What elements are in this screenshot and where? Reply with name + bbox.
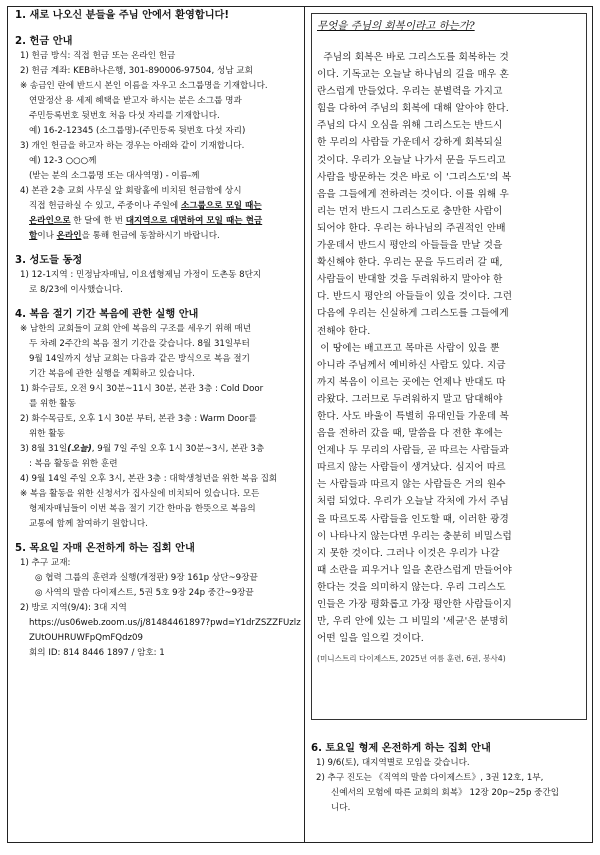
devotion-line: 따르지 않는 사람들이 생겨났다. 심지어 따르 — [317, 462, 506, 474]
gospel-intro: ※ 남한의 교회들이 교회 안에 복음의 구조를 세우기 위해 매년 — [20, 324, 252, 334]
devotion-line: 것이다. 우리가 오늘날 나가서 문을 두드리고 — [317, 154, 506, 166]
section-title: 5. 목요일 자매 온전하게 하는 집회 안내 — [15, 543, 195, 554]
gospel-item: 4) 9월 14일 주일 오후 3시, 본관 3층 : 대학생청년을 위한 복음 집회 — [20, 474, 278, 484]
devotion-line: 주님의 회복은 바로 그리스도를 회복하는 것 — [317, 52, 509, 63]
meeting-progress: 2) 추구 진도는 《직역의 말씀 다이제스트》, 3권 12호, 1부, — [316, 773, 544, 783]
devotion-line: 사람들이 반대할 것을 두려워하지 말아야 한 — [317, 274, 503, 286]
offering-example: (받는 분의 소그룹명 또는 대사역명) - 이름-께 — [29, 171, 200, 181]
news-item: 로 8/23에 이사했습니다. — [29, 285, 123, 295]
offering-note: 주민등록번호 뒷번호 처음 다섯 자리를 기재합니다. — [29, 111, 220, 121]
section-welcome — [15, 9, 298, 23]
devotion-line: 힘을 다하여 주님의 회복에 대해 알아야 한다. — [317, 103, 509, 115]
devotion-line: 한 무리의 사람들 가운데서 강하게 회복되실 — [317, 137, 503, 149]
gospel-item: : 복음 활동을 위한 훈련 — [29, 459, 118, 469]
section-brothers-meeting — [311, 742, 587, 816]
meeting-progress: 신예서의 모험에 따른 교회의 회복》 12장 20p~25p 중간입 — [331, 788, 560, 798]
devotion-line: 음을 전하러 갔을 때, 말씀을 다 전한 후에는 — [317, 428, 503, 440]
devotion-line: 언제나 두 무리의 사람들, 곧 따르는 사람들과 — [317, 445, 509, 457]
devotion-line: 사람을 방문하는 것은 바로 이 '그리스도'의 복 — [317, 171, 512, 183]
devotion-line: 리는 먼저 반드시 그리스도로 충만한 사람이 — [317, 205, 503, 217]
devotion-line: 가운데서 반드시 평안의 아들들을 만날 것을 — [317, 240, 503, 252]
section-news — [15, 254, 298, 298]
devotion-line: 는 사람들과 따르지 않는 사람들은 거의 원수 — [317, 479, 506, 491]
offering-example: 예) 12-3 ○○○께 — [29, 156, 97, 166]
news-item: 1) 12-1지역 : 민정남자매님, 이요셉형제님 가정이 도촌동 8단지 — [20, 270, 262, 280]
offering-method: 1) 헌금 방식: 직접 헌금 또는 온라인 헌금 — [20, 51, 176, 61]
offering-note: ※ 송금인 란에 반드시 본인 이름을 자우고 소그룹명을 기재합니다. — [20, 81, 268, 91]
devotion-line: 인들은 가장 평화롭고 가장 평안한 사람들이지 — [317, 599, 512, 610]
offering-account: 2) 헌금 계좌: KEB하나은행, 301-890006-97504, 성남 교회 — [20, 66, 253, 76]
devotion-line: 어떤 일을 일으킬 것이다. — [317, 633, 424, 645]
meeting-date: 1) 9/6(토), 대지역별로 모임을 갖습니다. — [316, 758, 470, 768]
gospel-item: 2) 화수목금토, 오후 1시 30분 부터, 본관 3층 : Warm Door를 — [20, 414, 257, 424]
bulletin-page — [7, 6, 593, 843]
devotion-line: 이 땅에는 배고프고 목마른 사람이 있을 뿐 — [317, 342, 500, 354]
devotion-line: 때 소란을 피우거나 일을 혼란스럽게 만들어야 — [317, 564, 512, 576]
devotion-line: 확신해야 한다. 우리는 문을 두드리러 갈 때, — [317, 257, 503, 269]
devotion-line: 이 나타나지 않는다면 우리는 충분히 비밀스럽 — [317, 530, 512, 542]
meeting-material: 1) 추구 교재: — [20, 558, 71, 568]
gospel-item: 를 위한 활동 — [29, 399, 76, 409]
offering-example: 예) 16-2-12345 (소그룹명)-(주민등록 뒷번호 다섯 자리) — [29, 126, 246, 136]
offering-box: 직접 헌금하실 수 있고, 주중이나 주일에 소그룹으로 모일 때는 — [29, 201, 262, 211]
devotion-line: 이다. 기독교는 오늘날 하나님의 길을 매우 혼 — [317, 69, 509, 81]
devotion-line: 한다는 것을 의미하지 않는다. 우리 그리스도 — [317, 581, 506, 593]
devotion-box — [311, 13, 587, 720]
section-title: 3. 성도들 동정 — [15, 255, 83, 266]
gospel-note: 교통에 함께 참여하기 원합니다. — [29, 519, 148, 529]
offering-personal: 3) 개인 헌금을 하고자 하는 경우는 아래와 같이 기재합니다. — [20, 141, 245, 151]
gospel-item: 위한 활동 — [29, 429, 65, 439]
gospel-intro: 기간 복음에 관한 실행을 계획하고 있습니다. — [29, 369, 195, 379]
left-column — [8, 7, 305, 842]
gospel-intro: 9월 14일까지 성남 교회는 다음과 같은 방식으로 복음 절기 — [29, 354, 250, 364]
meeting-region: 2) 방로 지역(9/4): 3대 지역 — [20, 603, 127, 613]
section-offering — [15, 35, 298, 244]
gospel-item: 3) 8월 31일(오늘), 9월 7일 주일 오후 1시 30분~3시, 본관 3층 — [20, 444, 265, 454]
section-title: 4. 복음 절기 기간 복음에 관한 실행 안내 — [15, 309, 199, 320]
devotion-line: 전해야 한다. — [317, 325, 371, 337]
devotion-line: 을 따르도록 사람들을 인도할 때, 이러한 광경 — [317, 513, 509, 525]
offering-box: 온라인으로 한 달에 한 번 대지역으로 대면하여 모일 때는 현금 — [29, 216, 263, 226]
devotion-line: 다음에 우리는 신실하게 그리스도를 그들에게 — [317, 308, 509, 320]
devotion-line: 주님의 다시 오심을 위해 그리스도는 반드시 — [317, 120, 503, 132]
meeting-progress: 니다. — [331, 803, 351, 813]
devotion-line: 란스럽게 만들었다. 우리는 분별력을 가지고 — [317, 86, 503, 98]
devotion-title: 무엇을 주님의 회복이라고 하는가? — [317, 20, 475, 32]
devotion-source: (미니스트리 다이제스트, 2025년 여름 훈련, 6권, 봉사4) — [317, 654, 506, 664]
meeting-material: ◎ 사역의 말씀 다이제스트, 5권 5호 9장 24p 중간~9장끝 — [35, 588, 254, 598]
devotion-line: 지 못한 것이다. 그러나 이것은 우리가 나갈 — [317, 547, 500, 559]
offering-note: 연말정산 용 세제 혜택을 받고자 하시는 분은 소그룹 명과 — [29, 96, 242, 106]
meeting-material: ◎ 협력 그룹의 훈련과 실행(개정판) 9장 161p 상단~9장끝 — [35, 573, 258, 583]
devotion-line: 음을 그들에게 전하려는 것이다. 이를 위해 우 — [317, 188, 509, 200]
zoom-link[interactable]: ZUtOUHRUWFpQmFQdz09 — [29, 633, 143, 643]
devotion-line: 다. 반드시 평안의 아들들이 있을 것이다. 그런 — [317, 291, 513, 303]
devotion-line: 한다. 사도 바울이 특별히 유대인들 가운데 복 — [317, 410, 509, 422]
devotion-line: 되어야 한다. 우리는 하나님의 주권적인 안배 — [317, 222, 506, 234]
section-title: 6. 토요일 형제 온전하게 하는 집회 안내 — [311, 743, 491, 754]
gospel-note: 형제자매님들이 이번 복음 절기 기간 한마음 한뜻으로 복음의 — [29, 504, 256, 514]
gospel-note: ※ 복음 활동을 위한 신청서가 집사실에 비치되어 있습니다. 모든 — [20, 489, 260, 499]
section-gospel — [15, 308, 298, 532]
devotion-text — [317, 49, 581, 647]
devotion-line: 까지 복음이 이르는 곳에는 언제나 반대도 따 — [317, 376, 506, 388]
offering-box: 4) 본관 2층 교회 사무실 앞 회랑홀에 비치된 헌금함에 상시 — [20, 186, 242, 196]
gospel-intro: 두 차례 2주간의 복음 절기 기간을 갖습니다. 8월 31일부터 — [29, 339, 250, 349]
devotion-line: 라왔다. 그러므로 두려워하지 말고 담대해야 — [317, 393, 503, 405]
section-title: 2. 헌금 안내 — [15, 36, 73, 47]
section-title: 1. 새로 나오신 분들을 주님 안에서 환영합니다! — [15, 10, 230, 21]
zoom-link[interactable]: https://us06web.zoom.us/j/81484461897?pwd=Y1drZSZZFUzlz — [29, 618, 301, 628]
gospel-item: 1) 화수금토, 오전 9시 30분~11시 30분, 본관 3층 : Cold Door — [20, 384, 264, 394]
offering-box: 함이나 온라인을 통해 헌금에 동참하시기 바랍니다. — [29, 231, 220, 241]
devotion-line: 만, 우리 안에 있는 그 비밀의 '세균'은 분명히 — [317, 616, 509, 628]
devotion-line: 처럼 되었다. 우리가 오늘날 각처에 가서 주님 — [317, 496, 509, 508]
section-sisters-meeting — [15, 542, 301, 661]
zoom-meeting-id: 회의 ID: 814 8446 1897 / 암호: 1 — [29, 648, 165, 658]
devotion-line: 아니라 주님께서 예비하신 사람도 있다. 지금 — [317, 359, 506, 371]
right-column — [305, 7, 592, 842]
